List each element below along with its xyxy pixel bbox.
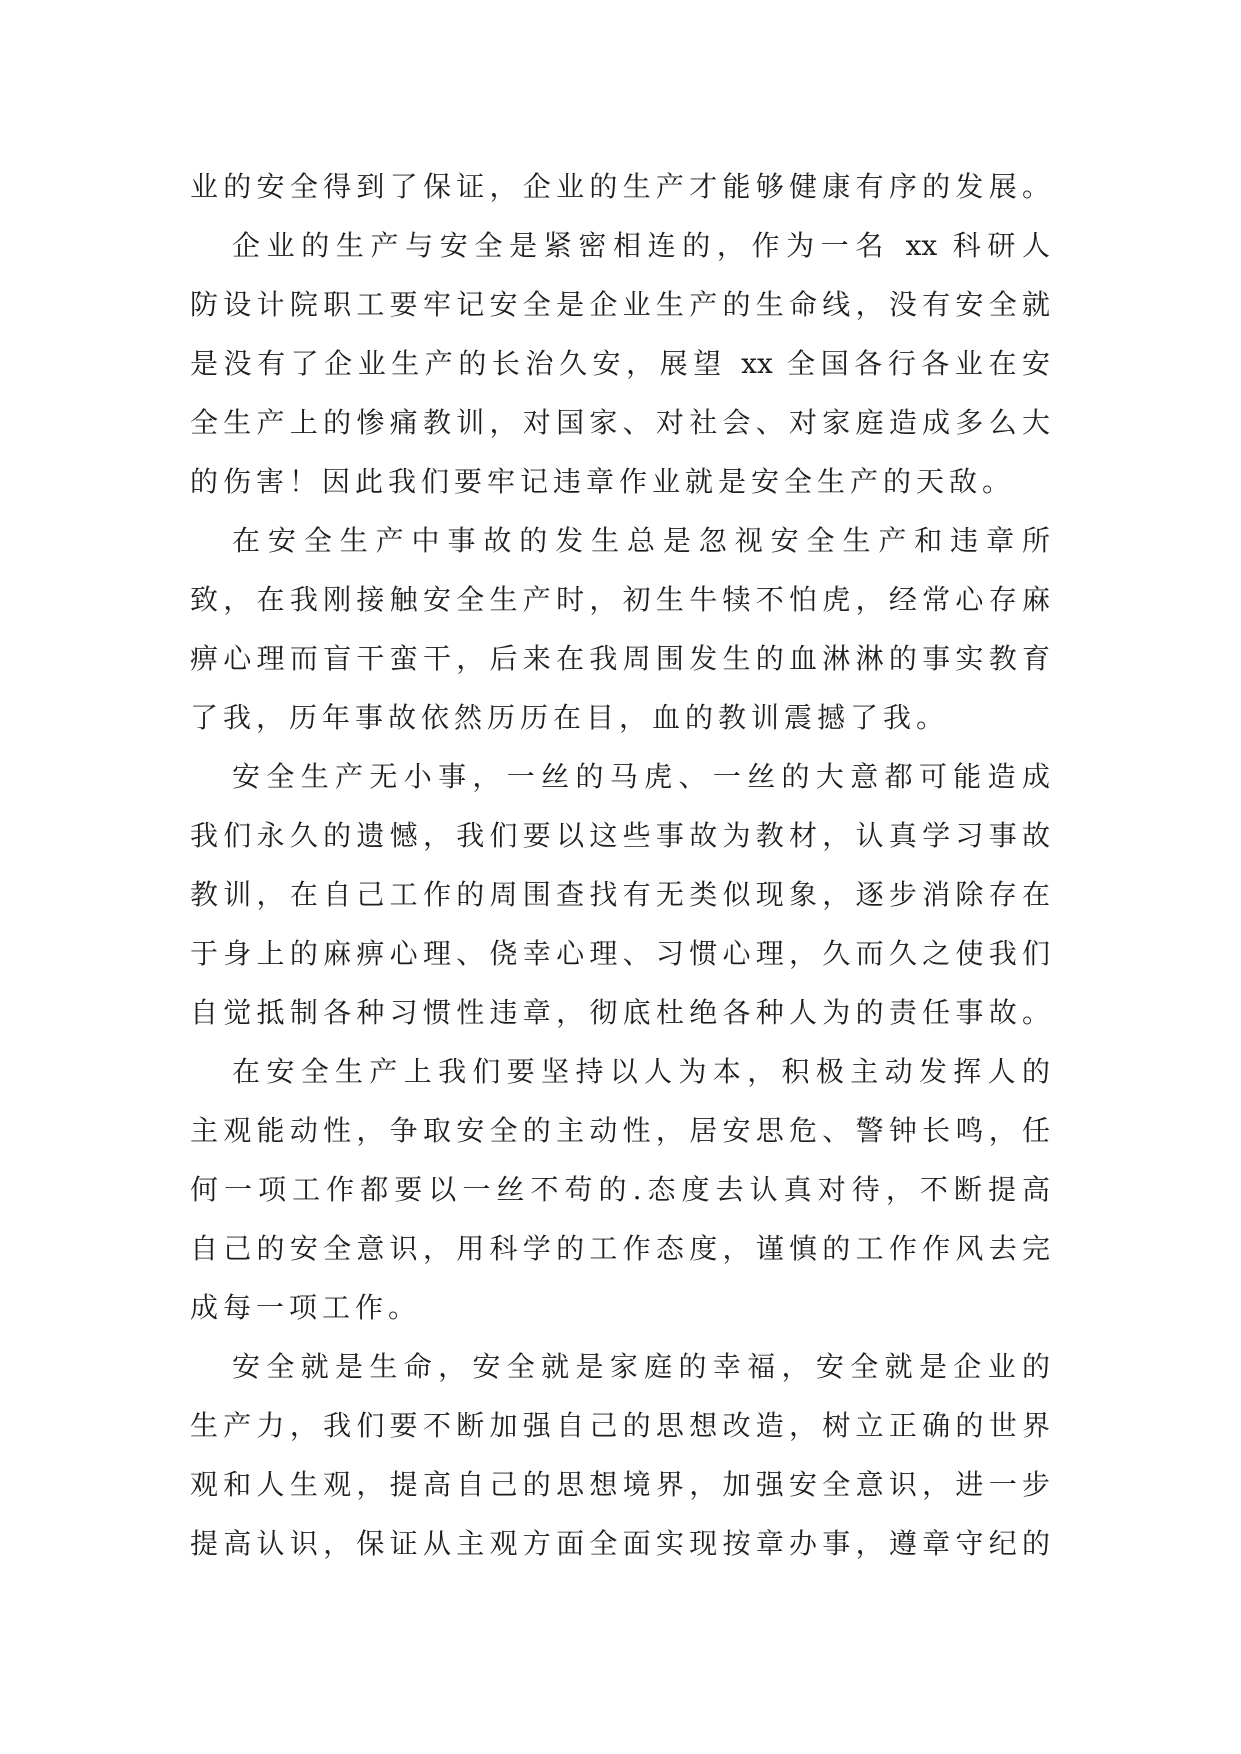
text-line: 业的安全得到了保证，企业的生产才能够健康有序的发展。 [190,170,1050,203]
paragraph [190,1337,1050,1573]
text-line: 致，在我刚接触安全生产时，初生牛犊不怕虎，经常心存麻 [190,583,1050,616]
text-line: 自觉抵制各种习惯性违章，彻底杜绝各种人为的责任事故。 [190,996,1050,1029]
paragraph [190,1042,1050,1337]
paragraph [190,511,1050,747]
paragraph [190,747,1050,1042]
body-text [190,157,1050,1573]
text-line: 在安全生产上我们要坚持以人为本，积极主动发挥人的 [232,1055,1050,1088]
text-line: 了我，历年事故依然历历在目，血的教训震撼了我。 [190,701,950,734]
paragraph [190,216,1050,511]
text-line: 的伤害！因此我们要牢记违章作业就是安全生产的天敌。 [190,465,1016,498]
text-line: 痹心理而盲干蛮干，后来在我周围发生的血淋淋的事实教育 [190,642,1050,675]
text-line: 全生产上的惨痛教训，对国家、对社会、对家庭造成多么大 [190,406,1050,439]
text-line: 生产力，我们要不断加强自己的思想改造，树立正确的世界 [190,1409,1050,1442]
text-line: 自己的安全意识，用科学的工作态度，谨慎的工作作风去完 [190,1232,1050,1265]
text-line: 于身上的麻痹心理、侥幸心理、习惯心理，久而久之使我们 [190,937,1050,970]
text-line: 提高认识，保证从主观方面全面实现按章办事，遵章守纪的 [190,1527,1050,1560]
text-line: 安全就是生命，安全就是家庭的幸福，安全就是企业的 [232,1350,1050,1383]
text-line: 在安全生产中事故的发生总是忽视安全生产和违章所 [232,524,1050,557]
text-line: 教训，在自己工作的周围查找有无类似现象，逐步消除存在 [190,878,1050,911]
text-line: 企业的生产与安全是紧密相连的，作为一名 xx 科研人 [232,229,1050,262]
text-line: 观和人生观，提高自己的思想境界，加强安全意识，进一步 [190,1468,1050,1501]
text-line: 何一项工作都要以一丝不苟的.态度去认真对待，不断提高 [190,1173,1050,1206]
text-line: 防设计院职工要牢记安全是企业生产的生命线，没有安全就 [190,288,1050,321]
text-line: 成每一项工作。 [190,1291,422,1324]
paragraph [190,157,1050,216]
text-line: 是没有了企业生产的长治久安，展望 xx 全国各行各业在安 [190,347,1050,380]
text-line: 我们永久的遗憾，我们要以这些事故为教材，认真学习事故 [190,819,1050,852]
text-line: 安全生产无小事，一丝的马虎、一丝的大意都可能造成 [232,760,1050,793]
text-line: 主观能动性，争取安全的主动性，居安思危、警钟长鸣，任 [190,1114,1050,1147]
